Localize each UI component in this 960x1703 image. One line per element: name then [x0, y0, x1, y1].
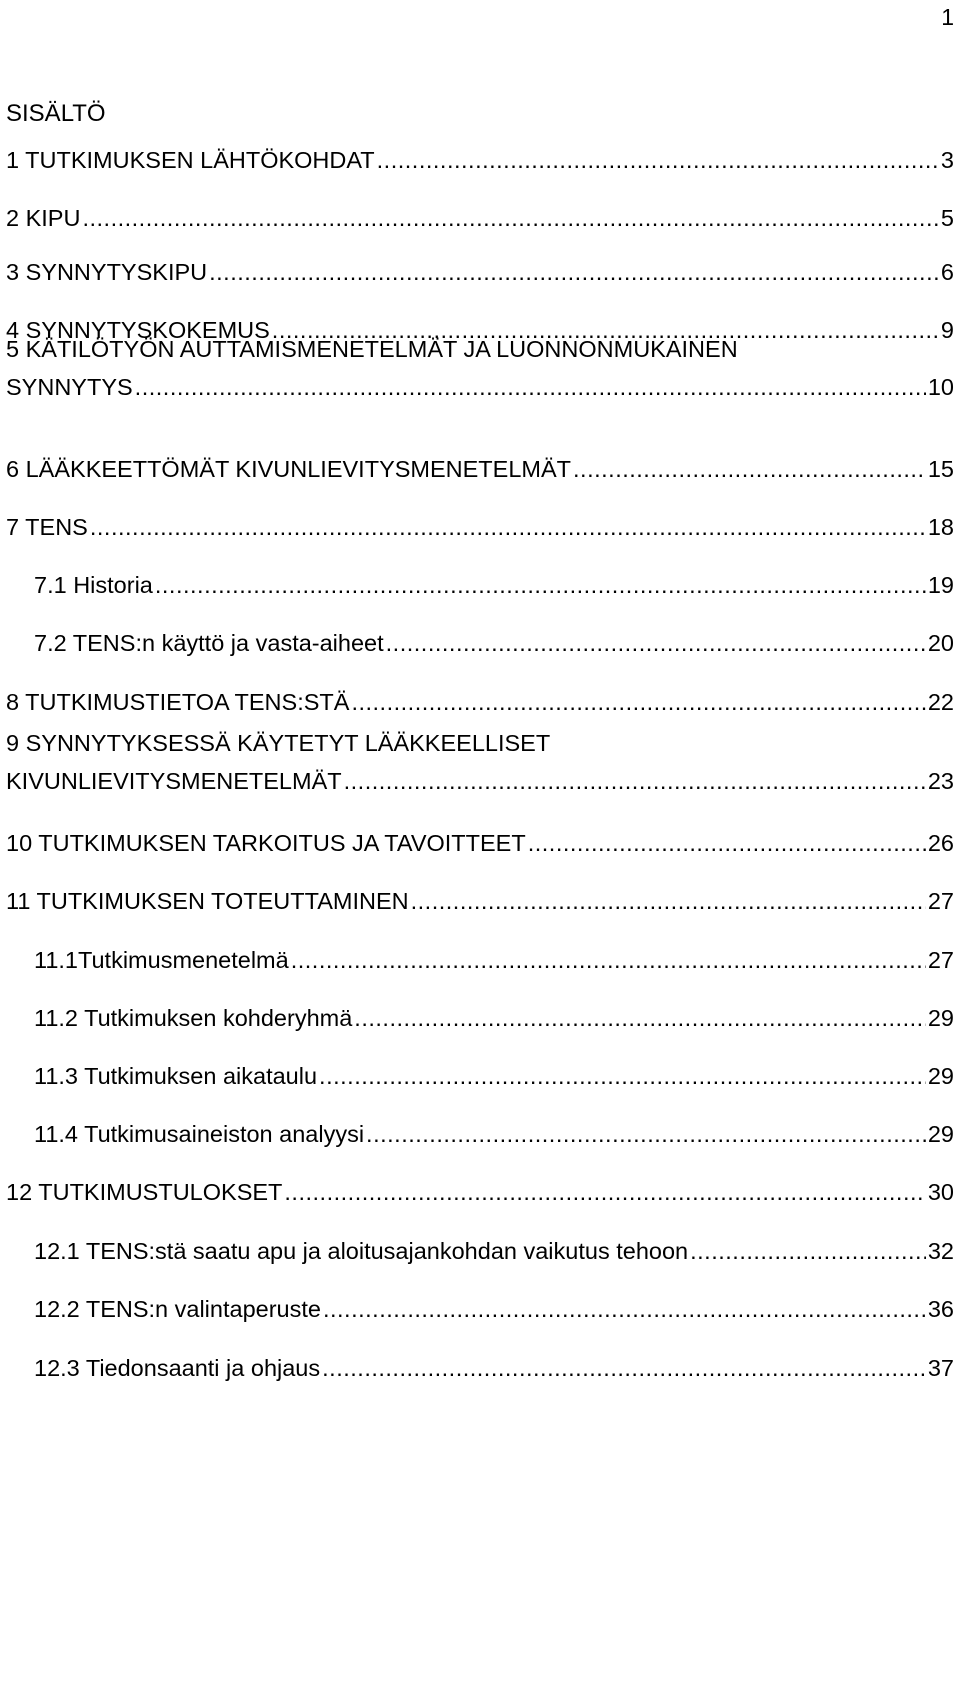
toc-entry[interactable]: [6, 828, 954, 858]
toc-entry-page: 15: [927, 456, 954, 482]
toc-entry-line: [6, 454, 954, 484]
toc-entry-title: 11.4 Tutkimusaineiston analyysi: [34, 1121, 365, 1147]
toc-entry-title: 1 TUTKIMUKSEN LÄHTÖKOHDAT: [6, 147, 375, 173]
toc-entry[interactable]: [34, 570, 954, 600]
toc-dot-leader: [386, 628, 926, 658]
toc-dot-leader: [284, 1177, 925, 1207]
toc-entry-line: [6, 512, 954, 542]
toc-entry-title-line: 5 KÄTILÖTYÖN AUTTAMISMENETELMÄT JA LUONNONMUKAINEN: [6, 336, 738, 362]
toc-entry-line: [6, 828, 954, 858]
toc-entry-page: 37: [927, 1355, 954, 1381]
toc-dot-leader: [322, 1353, 926, 1383]
toc-entry-title: 12 TUTKIMUSTULOKSET: [6, 1179, 283, 1205]
toc-entry-title: 4 SYNNYTYSKOKEMUS: [6, 317, 270, 343]
toc-entry[interactable]: [6, 454, 954, 484]
toc-entry[interactable]: [34, 1061, 954, 1091]
toc-entry-page: 30: [927, 1179, 954, 1205]
toc-dot-leader: [354, 1003, 926, 1033]
toc-entry-title: 11.1Tutkimusmenetelmä: [34, 947, 289, 973]
toc-entry[interactable]: [6, 1177, 954, 1207]
toc-entry[interactable]: [6, 512, 954, 542]
toc-entry[interactable]: [34, 1119, 954, 1149]
toc-entry-line: [6, 766, 954, 796]
toc-dot-leader: [344, 766, 926, 796]
toc-entry-title: 11.3 Tutkimuksen aikataulu: [34, 1063, 318, 1089]
toc-entry-line: [6, 886, 954, 916]
toc-entry-line: [6, 257, 954, 287]
toc-dot-leader: [90, 512, 926, 542]
toc-entry-page: 29: [927, 1121, 954, 1147]
toc-entry-title: 12.1 TENS:stä saatu apu ja aloitusajankohdan vaikutus tehoon: [34, 1238, 689, 1264]
toc-entry-line: [6, 372, 954, 402]
toc-entry-line: [34, 1294, 954, 1324]
toc-entry-title: SYNNYTYS: [6, 374, 133, 400]
toc-entry-title: 7.2 TENS:n käyttö ja vasta-aiheet: [34, 630, 384, 656]
toc-entry-page: 10: [927, 374, 954, 400]
toc-entry-page: 23: [927, 768, 954, 794]
toc-entry-line: [34, 945, 954, 975]
toc-entry[interactable]: [34, 1003, 954, 1033]
toc-entry-line: [34, 570, 954, 600]
toc-entry[interactable]: [34, 1353, 954, 1383]
toc-entry-title: 11 TUTKIMUKSEN TOTEUTTAMINEN: [6, 888, 409, 914]
toc-entry-page: 32: [927, 1238, 954, 1264]
toc-dot-leader: [411, 886, 926, 916]
toc-entry[interactable]: [6, 145, 954, 175]
toc-entry-title: 12.2 TENS:n valintaperuste: [34, 1296, 321, 1322]
page-number: 1: [941, 4, 954, 30]
toc-entry-title: 11.2 Tutkimuksen kohderyhmä: [34, 1005, 353, 1031]
toc-entry-line: [6, 203, 954, 233]
toc-entry-line: [34, 1061, 954, 1091]
toc-heading: SISÄLTÖ: [6, 100, 106, 127]
toc-entry-page: 6: [940, 259, 954, 285]
toc-entry-page: 5: [940, 205, 954, 231]
toc-entry-page: 29: [927, 1005, 954, 1031]
toc-dot-leader: [573, 454, 926, 484]
toc-entry[interactable]: [6, 886, 954, 916]
toc-entry-title: 10 TUTKIMUKSEN TARKOITUS JA TAVOITTEET: [6, 830, 526, 856]
toc-entry[interactable]: [34, 1236, 954, 1266]
toc-entry-line: [34, 1003, 954, 1033]
toc-dot-leader: [323, 1294, 926, 1324]
toc-entry-page: 22: [927, 689, 954, 715]
toc-dot-leader: [155, 570, 926, 600]
toc-entry-page: 26: [927, 830, 954, 856]
toc-entry[interactable]: [34, 945, 954, 975]
toc-entry[interactable]: [6, 687, 954, 717]
toc-dot-leader: [528, 828, 926, 858]
toc-entry-title-line: 9 SYNNYTYKSESSÄ KÄYTETYT LÄÄKKEELLISET: [6, 730, 551, 756]
toc-entry[interactable]: [6, 728, 954, 796]
toc-entry-line: [34, 1236, 954, 1266]
toc-entry-title: 2 KIPU: [6, 205, 81, 231]
toc-entry-page: 19: [927, 572, 954, 598]
toc-entry-title: KIVUNLIEVITYSMENETELMÄT: [6, 768, 342, 794]
toc-entry-page: 29: [927, 1063, 954, 1089]
toc-dot-leader: [135, 372, 926, 402]
toc-entry-title: 7 TENS: [6, 514, 88, 540]
toc-dot-leader: [82, 203, 938, 233]
toc-entry[interactable]: [6, 257, 954, 287]
toc-entry-title: 8 TUTKIMUSTIETOA TENS:STÄ: [6, 689, 350, 715]
toc-entry-page: 27: [927, 888, 954, 914]
toc-entry-page: 3: [940, 147, 954, 173]
toc-entry-line: [6, 1177, 954, 1207]
toc-entry-page: 9: [940, 317, 954, 343]
toc-dot-leader: [319, 1061, 926, 1091]
toc-entry[interactable]: [34, 1294, 954, 1324]
toc-dot-leader: [377, 145, 939, 175]
toc-entry-line: [6, 687, 954, 717]
toc-entry-page: 36: [927, 1296, 954, 1322]
toc-entry-title: 7.1 Historia: [34, 572, 153, 598]
toc-entry-page: 20: [927, 630, 954, 656]
toc-entry-title: 12.3 Tiedonsaanti ja ohjaus: [34, 1355, 321, 1381]
toc-dot-leader: [690, 1236, 926, 1266]
toc-entry-line: [34, 1353, 954, 1383]
toc-entry[interactable]: [6, 203, 954, 233]
toc-entry-title: 3 SYNNYTYSKIPU: [6, 259, 208, 285]
toc-entry-page: 18: [927, 514, 954, 540]
toc-entry-line: [34, 628, 954, 658]
toc-entry[interactable]: [6, 334, 954, 402]
toc-entry-line: [6, 145, 954, 175]
toc-entry-line: [34, 1119, 954, 1149]
toc-entry[interactable]: [34, 628, 954, 658]
toc-dot-leader: [366, 1119, 926, 1149]
toc-entry-page: 27: [927, 947, 954, 973]
toc-entry-title: 6 LÄÄKKEETTÖMÄT KIVUNLIEVITYSMENETELMÄT: [6, 456, 572, 482]
toc-dot-leader: [291, 945, 926, 975]
toc-dot-leader: [209, 257, 939, 287]
toc-dot-leader: [351, 687, 925, 717]
